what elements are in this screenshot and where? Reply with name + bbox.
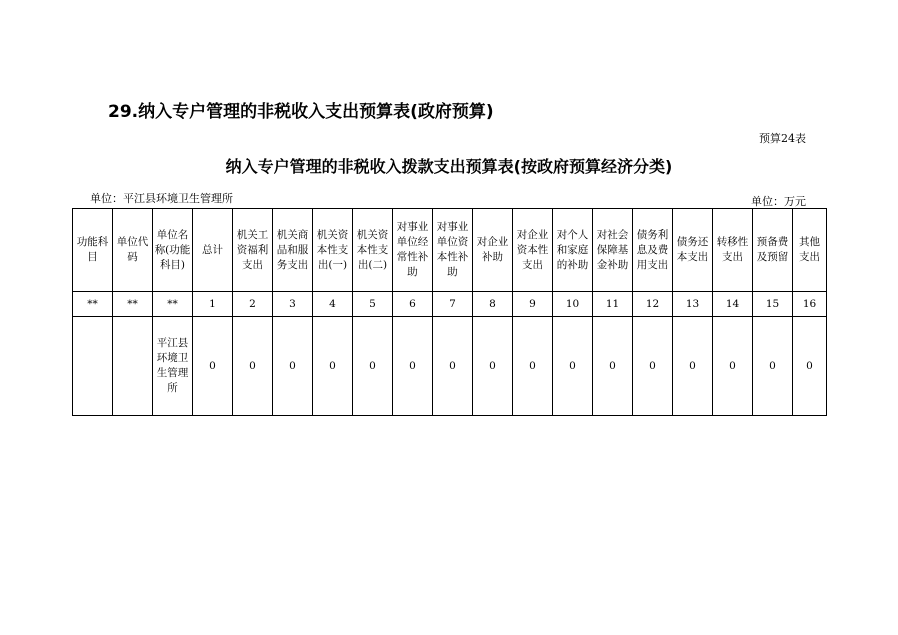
header-cell: 对企业资本性支出 [513,209,553,292]
column-number: 15 [753,292,793,317]
table-cell: 0 [513,317,553,416]
table-cell: 0 [793,317,827,416]
header-cell: 对个人和家庭的补助 [553,209,593,292]
currency-unit: 单位：万元 [751,195,806,208]
header-cell: 对事业单位资本性补助 [433,209,473,292]
column-number: 4 [313,292,353,317]
column-number: 3 [273,292,313,317]
section-title: 29.纳入专户管理的非税收入支出预算表(政府预算) [108,102,494,122]
column-number: ** [153,292,193,317]
budget-table [72,208,827,416]
table-cell: 0 [593,317,633,416]
column-number: 6 [393,292,433,317]
column-number: ** [73,292,113,317]
header-cell: 机关资本性支出(二) [353,209,393,292]
column-number-row [73,292,827,317]
column-number: 13 [673,292,713,317]
header-cell: 机关资本性支出(一) [313,209,353,292]
table-cell: 0 [553,317,593,416]
header-cell: 单位代码 [113,209,153,292]
column-number: 1 [193,292,233,317]
header-cell: 债务还本支出 [673,209,713,292]
header-cell: 机关工资福利支出 [233,209,273,292]
table-cell: 0 [753,317,793,416]
header-cell: 单位名称(功能科目) [153,209,193,292]
table-cell: 0 [713,317,753,416]
table-cell [73,317,113,416]
header-cell: 机关商品和服务支出 [273,209,313,292]
header-cell: 功能科目 [73,209,113,292]
table-title: 纳入专户管理的非税收入拨款支出预算表(按政府预算经济分类) [225,157,673,176]
column-number: 5 [353,292,393,317]
column-number: 16 [793,292,827,317]
header-cell: 对事业单位经常性补助 [393,209,433,292]
header-cell: 其他支出 [793,209,827,292]
table-cell [113,317,153,416]
unit-name: 单位：平江县环境卫生管理所 [90,192,233,205]
column-number: 14 [713,292,753,317]
column-number: 9 [513,292,553,317]
column-number: 7 [433,292,473,317]
table-cell: 0 [193,317,233,416]
column-number: 2 [233,292,273,317]
header-cell: 对社会保障基金补助 [593,209,633,292]
table-number: 预算24表 [759,132,806,145]
header-cell: 预备费及预留 [753,209,793,292]
column-number: ** [113,292,153,317]
table-cell: 平江县环境卫生管理所 [153,317,193,416]
table-cell: 0 [473,317,513,416]
header-cell: 债务利息及费用支出 [633,209,673,292]
column-number: 8 [473,292,513,317]
table-cell: 0 [633,317,673,416]
table-cell: 0 [393,317,433,416]
header-cell: 总计 [193,209,233,292]
table-cell: 0 [673,317,713,416]
table-cell: 0 [433,317,473,416]
header-cell: 转移性支出 [713,209,753,292]
column-number: 12 [633,292,673,317]
table-cell: 0 [273,317,313,416]
column-number: 10 [553,292,593,317]
header-row [73,209,827,292]
table-cell: 0 [313,317,353,416]
column-number: 11 [593,292,633,317]
header-cell: 对企业补助 [473,209,513,292]
table-cell: 0 [353,317,393,416]
table-cell: 0 [233,317,273,416]
table-row [73,317,827,416]
